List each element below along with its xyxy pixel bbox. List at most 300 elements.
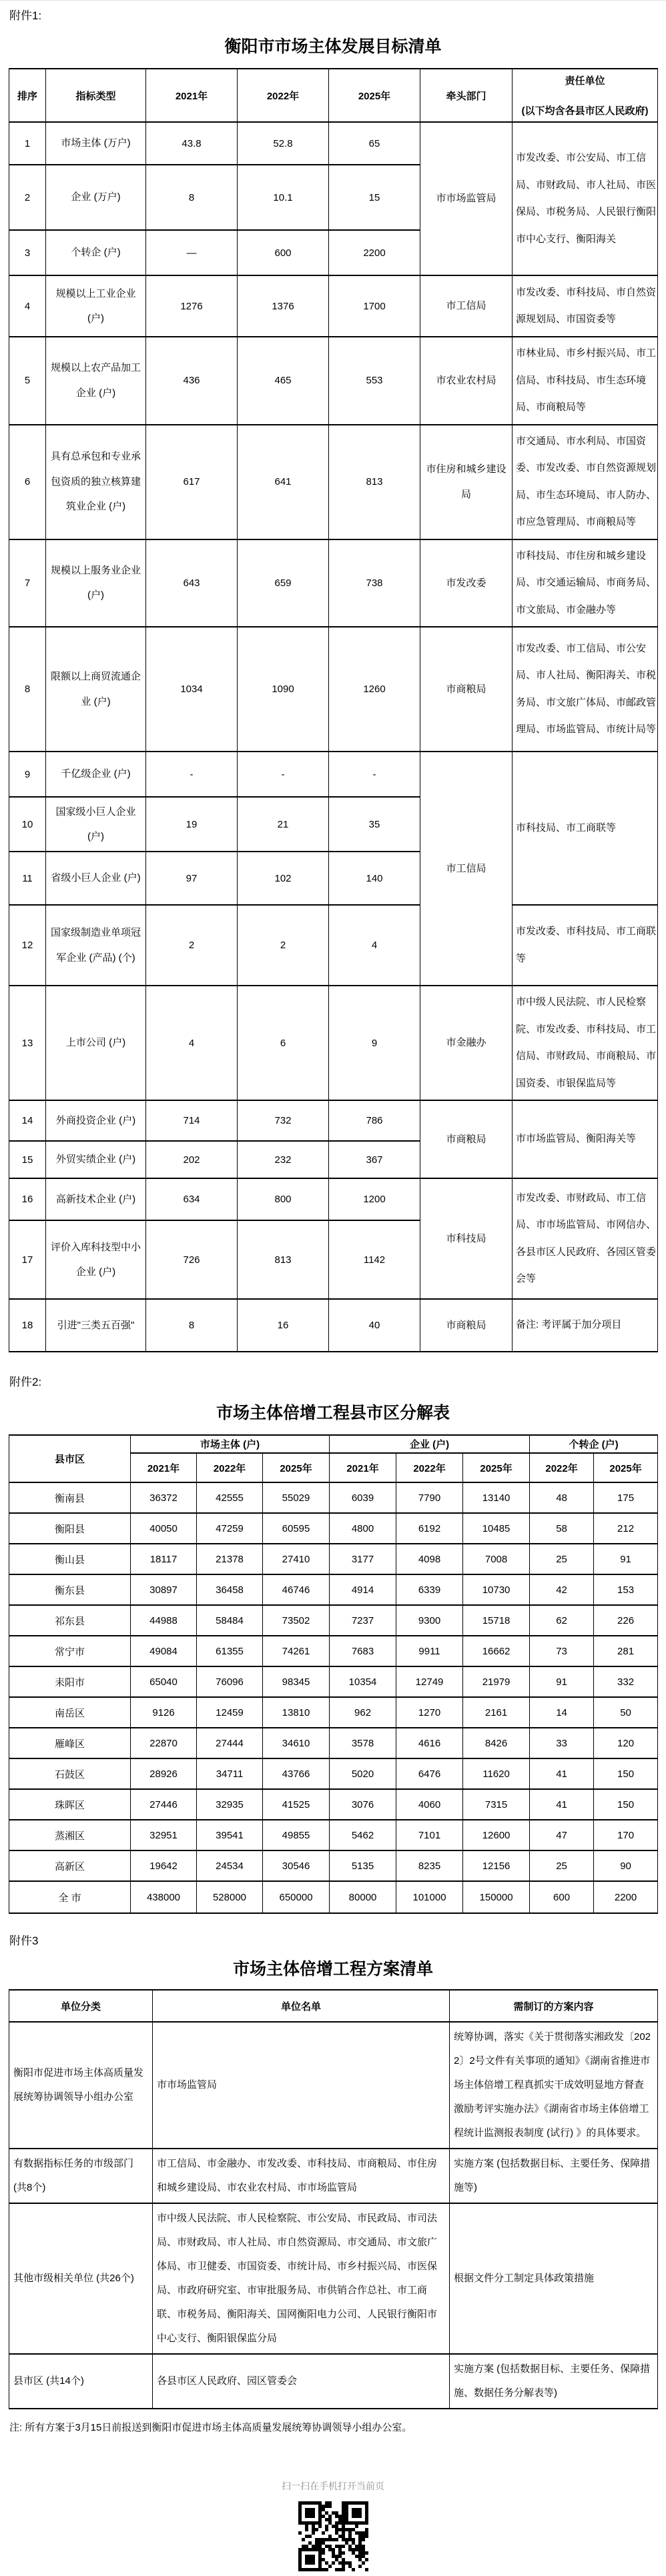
order-cell: 6 [9, 425, 46, 539]
header-unit-category: 单位分类 [9, 1990, 153, 2022]
table3-title: 市场主体倍增工程方案清单 [232, 1960, 433, 1979]
value-cell: 73502 [263, 1605, 330, 1636]
indicator-cell: 具有总承包和专业承包资质的独立核算建筑业企业 (户) [46, 425, 146, 539]
value-2022-cell: 800 [238, 1178, 329, 1220]
value-cell: 10485 [463, 1513, 530, 1544]
value-cell: 962 [330, 1697, 396, 1728]
value-2022-cell: 1090 [238, 627, 329, 752]
table1-row [9, 275, 658, 337]
table3-header-row [9, 1990, 658, 2022]
value-cell: 150 [594, 1758, 658, 1789]
value-cell: 8235 [396, 1850, 463, 1881]
value-cell: 7008 [463, 1544, 530, 1574]
value-2025-cell: 65 [329, 122, 420, 165]
value-cell: 2200 [594, 1881, 658, 1913]
header-year: 2022年 [530, 1453, 594, 1482]
value-cell: 170 [594, 1820, 658, 1850]
resp-unit-cell: 市科技局、市住房和城乡建设局、市交通运输局、市商务局、市文旅局、市金融办等 [513, 539, 658, 627]
attachment1-label: 附件1: [9, 9, 42, 22]
table1-row [9, 425, 658, 539]
order-cell: 16 [9, 1178, 46, 1220]
region-cell: 衡阳县 [9, 1513, 131, 1544]
order-cell: 1 [9, 122, 46, 165]
header-2025: 2025年 [329, 69, 420, 122]
region-cell: 全 市 [9, 1881, 131, 1913]
value-2025-cell: 1700 [329, 275, 420, 337]
table3-row [9, 2354, 658, 2409]
order-cell: 2 [9, 165, 46, 230]
value-2021-cell: 714 [146, 1100, 238, 1141]
resp-unit-cell: 市林业局、市乡村振兴局、市工信局、市科技局、市生态环境局、市商粮局等 [513, 337, 658, 425]
value-cell: 9126 [131, 1697, 197, 1728]
resp-unit-cell: 市发改委、市财政局、市工信局、市市场监管局、市网信办、各县市区人民政府、各园区管委会等 [513, 1178, 658, 1299]
value-cell: 4098 [396, 1544, 463, 1574]
value-cell: 7683 [330, 1636, 396, 1666]
table3-row [9, 2203, 658, 2354]
value-2021-cell: 1034 [146, 627, 238, 752]
value-cell: 36372 [131, 1482, 197, 1513]
value-cell: 28926 [131, 1758, 197, 1789]
resp-unit-cell: 市发改委、市公安局、市工信局、市财政局、市人社局、市医保局、市税务局、人民银行衡阳市中心支行、衡阳海关 [513, 122, 658, 275]
value-2025-cell: 786 [329, 1100, 420, 1141]
value-cell: 4914 [330, 1574, 396, 1605]
lead-dept-cell: 市科技局 [420, 1178, 513, 1299]
value-cell: 12459 [197, 1697, 263, 1728]
table2-row [9, 1666, 658, 1697]
value-2022-cell: 232 [238, 1141, 329, 1178]
lead-dept-cell: 市发改委 [420, 539, 513, 627]
value-cell: 3177 [330, 1544, 396, 1574]
category-cell: 县市区 (共14个) [9, 2354, 153, 2409]
value-2022-cell: 813 [238, 1220, 329, 1299]
units-cell: 市市场监管局 [153, 2022, 450, 2149]
plan-cell: 实施方案 (包括数据目标、主要任务、保障措施等) [450, 2149, 658, 2203]
resp-unit-cell: 市中级人民法院、市人民检察院、市发改委、市科技局、市工信局、市财政局、市商粮局、市国资委、市银保监局等 [513, 986, 658, 1100]
value-2025-cell: - [329, 752, 420, 797]
value-cell: 8426 [463, 1728, 530, 1758]
value-cell: 47259 [197, 1513, 263, 1544]
value-cell: 80000 [330, 1881, 396, 1913]
value-cell: 4616 [396, 1728, 463, 1758]
value-cell: 13140 [463, 1482, 530, 1513]
header-resp-unit [513, 69, 658, 122]
value-2022-cell: 52.8 [238, 122, 329, 165]
table1-row [9, 122, 658, 165]
lead-dept-cell: 市工信局 [420, 275, 513, 337]
value-cell: 2161 [463, 1697, 530, 1728]
value-cell: 6039 [330, 1482, 396, 1513]
table1-row [9, 986, 658, 1100]
value-cell: 30897 [131, 1574, 197, 1605]
header-plan-content: 需制订的方案内容 [450, 1990, 658, 2022]
table1-header-row [9, 69, 658, 122]
value-cell: 32935 [197, 1789, 263, 1820]
value-cell: 10354 [330, 1666, 396, 1697]
value-cell: 55029 [263, 1482, 330, 1513]
resp-unit-cell: 市市场监管局、衡阳海关等 [513, 1100, 658, 1178]
indicator-cell: 规模以上服务业企业 (户) [46, 539, 146, 627]
value-cell: 12600 [463, 1820, 530, 1850]
order-cell: 3 [9, 230, 46, 275]
value-cell: 27410 [263, 1544, 330, 1574]
value-cell: 7237 [330, 1605, 396, 1636]
value-2025-cell: 1142 [329, 1220, 420, 1299]
value-cell: 212 [594, 1513, 658, 1544]
category-cell: 有数据指标任务的市级部门 (共8个) [9, 2149, 153, 2203]
indicator-cell: 上市公司 (户) [46, 986, 146, 1100]
value-cell: 36458 [197, 1574, 263, 1605]
value-cell: 22870 [131, 1728, 197, 1758]
value-2025-cell: 1200 [329, 1178, 420, 1220]
indicator-cell: 引进"三类五百强" [46, 1299, 146, 1352]
value-cell: 41 [530, 1789, 594, 1820]
value-cell: 150 [594, 1789, 658, 1820]
plan-cell: 根据文件分工制定具体政策措施 [450, 2203, 658, 2354]
table1-row [9, 1100, 658, 1141]
value-cell: 5135 [330, 1850, 396, 1881]
header-2022: 2022年 [238, 69, 329, 122]
value-cell: 50 [594, 1697, 658, 1728]
value-cell: 27446 [131, 1789, 197, 1820]
value-cell: 175 [594, 1482, 658, 1513]
value-2021-cell: 643 [146, 539, 238, 627]
attachment2-label: 附件2: [9, 1376, 42, 1388]
indicator-cell: 国家级小巨人企业 (户) [46, 797, 146, 852]
value-cell: 46746 [263, 1574, 330, 1605]
value-cell: 528000 [197, 1881, 263, 1913]
table1-row [9, 1178, 658, 1220]
value-2022-cell: 6 [238, 986, 329, 1100]
table2-group-header-row [9, 1435, 658, 1453]
order-cell: 4 [9, 275, 46, 337]
region-cell: 南岳区 [9, 1697, 131, 1728]
table1-row [9, 1299, 658, 1352]
region-cell: 高新区 [9, 1850, 131, 1881]
order-cell: 13 [9, 986, 46, 1100]
value-2025-cell: 2200 [329, 230, 420, 275]
value-cell: 10730 [463, 1574, 530, 1605]
value-cell: 34711 [197, 1758, 263, 1789]
category-cell: 其他市级相关单位 (共26个) [9, 2203, 153, 2354]
value-2022-cell: 102 [238, 852, 329, 905]
resp-unit-cell: 市发改委、市科技局、市自然资源规划局、市国资委等 [513, 275, 658, 337]
lead-dept-cell: 市商粮局 [420, 627, 513, 752]
header-region: 县市区 [9, 1435, 131, 1482]
region-cell: 石鼓区 [9, 1758, 131, 1789]
value-2025-cell: 1260 [329, 627, 420, 752]
value-cell: 6476 [396, 1758, 463, 1789]
value-cell: 281 [594, 1636, 658, 1666]
value-cell: 41 [530, 1758, 594, 1789]
value-cell: 438000 [131, 1881, 197, 1913]
resp-unit-cell: 市发改委、市工信局、市公安局、市人社局、衡阳海关、市税务局、市文旅广体局、市邮政管理局、市场监管局、市统计局等 [513, 627, 658, 752]
value-cell: 600 [530, 1881, 594, 1913]
value-2022-cell: 465 [238, 337, 329, 425]
value-cell: 4060 [396, 1789, 463, 1820]
value-cell: 7790 [396, 1482, 463, 1513]
value-cell: 9911 [396, 1636, 463, 1666]
region-cell: 常宁市 [9, 1636, 131, 1666]
value-2025-cell: 813 [329, 425, 420, 539]
category-cell: 衡阳市促进市场主体高质量发展统筹协调领导小组办公室 [9, 2022, 153, 2149]
header-year: 2025年 [263, 1453, 330, 1482]
plan-cell: 统筹协调，落实《关于贯彻落实湘政发〔2022〕2号文件有关事项的通知》《湖南省推进市场主体倍增工程真抓实干成效明显地方督查激励考评实施办法》《湖南省市场主体倍增工程统计监测报表制度 (试行) 》的具体要求。 [450, 2022, 658, 2149]
indicator-cell: 市场主体 (万户) [46, 122, 146, 165]
value-2022-cell: 1376 [238, 275, 329, 337]
value-2021-cell: 8 [146, 1299, 238, 1352]
indicator-cell: 规模以上工业企业 (户) [46, 275, 146, 337]
table3-row [9, 2149, 658, 2203]
lead-dept-cell: 市农业农村局 [420, 337, 513, 425]
value-cell: 39541 [197, 1820, 263, 1850]
value-2022-cell: 600 [238, 230, 329, 275]
order-cell: 15 [9, 1141, 46, 1178]
value-cell: 6339 [396, 1574, 463, 1605]
indicator-cell: 千亿级企业 (户) [46, 752, 146, 797]
header-lead-dept: 牵头部门 [420, 69, 513, 122]
units-cell: 各县市区人民政府、园区管委会 [153, 2354, 450, 2409]
value-2022-cell: 641 [238, 425, 329, 539]
value-cell: 12749 [396, 1666, 463, 1697]
value-cell: 21979 [463, 1666, 530, 1697]
value-2022-cell: - [238, 752, 329, 797]
value-cell: 25 [530, 1850, 594, 1881]
value-cell: 4800 [330, 1513, 396, 1544]
order-cell: 12 [9, 905, 46, 986]
value-cell: 9300 [396, 1605, 463, 1636]
value-cell: 332 [594, 1666, 658, 1697]
value-2025-cell: 9 [329, 986, 420, 1100]
order-cell: 5 [9, 337, 46, 425]
header-group-market-entities: 市场主体 (户) [131, 1435, 330, 1453]
plan-cell: 实施方案 (包括数据目标、主要任务、保障措施、数据任务分解表等) [450, 2354, 658, 2409]
value-cell: 153 [594, 1574, 658, 1605]
footnote: 注: 所有方案于3月15日前报送到衡阳市促进市场主体高质量发展统筹协调领导小组办公室。 [9, 2422, 412, 2433]
value-2021-cell: 2 [146, 905, 238, 986]
value-cell: 6192 [396, 1513, 463, 1544]
resp-unit-cell: 市发改委、市科技局、市工商联等 [513, 905, 658, 986]
indicator-cell: 高新技术企业 (户) [46, 1178, 146, 1220]
value-cell: 7315 [463, 1789, 530, 1820]
lead-dept-cell: 市工信局 [420, 752, 513, 986]
value-2021-cell: 726 [146, 1220, 238, 1299]
value-cell: 33 [530, 1728, 594, 1758]
table2-row [9, 1636, 658, 1666]
order-cell: 18 [9, 1299, 46, 1352]
value-cell: 74261 [263, 1636, 330, 1666]
value-cell: 27444 [197, 1728, 263, 1758]
resp-unit-cell: 备注: 考评属于加分项目 [513, 1299, 658, 1352]
value-cell: 58484 [197, 1605, 263, 1636]
development-target-table [9, 68, 658, 1352]
value-cell: 150000 [463, 1881, 530, 1913]
order-cell: 9 [9, 752, 46, 797]
table2-row [9, 1513, 658, 1544]
region-cell: 衡山县 [9, 1544, 131, 1574]
order-cell: 7 [9, 539, 46, 627]
header-order: 排序 [9, 69, 46, 122]
value-2025-cell: 15 [329, 165, 420, 230]
lead-dept-cell: 市市场监管局 [420, 122, 513, 275]
value-cell: 32951 [131, 1820, 197, 1850]
value-2022-cell: 2 [238, 905, 329, 986]
value-cell: 15718 [463, 1605, 530, 1636]
indicator-cell: 限额以上商贸流通企业 (户) [46, 627, 146, 752]
table2-row [9, 1789, 658, 1820]
indicator-cell: 省级小巨人企业 (户) [46, 852, 146, 905]
qr-code [0, 2499, 666, 2576]
resp-header-line1: 责任单位 [565, 75, 605, 87]
lead-dept-cell: 市商粮局 [420, 1299, 513, 1352]
value-cell: 24534 [197, 1850, 263, 1881]
value-cell: 21378 [197, 1544, 263, 1574]
value-2021-cell: 19 [146, 797, 238, 852]
resp-unit-cell: 市科技局、市工商联等 [513, 752, 658, 905]
value-cell: 34610 [263, 1728, 330, 1758]
value-2021-cell: - [146, 752, 238, 797]
value-cell: 18117 [131, 1544, 197, 1574]
value-2025-cell: 4 [329, 905, 420, 986]
value-cell: 5020 [330, 1758, 396, 1789]
value-cell: 226 [594, 1605, 658, 1636]
value-cell: 41525 [263, 1789, 330, 1820]
region-cell: 衡南县 [9, 1482, 131, 1513]
header-group-enterprises: 企业 (户) [330, 1435, 530, 1453]
table1-title: 衡阳市市场主体发展目标清单 [224, 37, 442, 56]
header-group-converted: 个转企 (户) [530, 1435, 658, 1453]
order-cell: 11 [9, 852, 46, 905]
value-cell: 91 [530, 1666, 594, 1697]
value-cell: 49855 [263, 1820, 330, 1850]
table1-row [9, 627, 658, 752]
table1-row [9, 337, 658, 425]
value-2021-cell: 8 [146, 165, 238, 230]
value-2021-cell: 202 [146, 1141, 238, 1178]
value-2022-cell: 10.1 [238, 165, 329, 230]
region-cell: 衡东县 [9, 1574, 131, 1605]
value-cell: 120 [594, 1728, 658, 1758]
indicator-cell: 国家级制造业单项冠军企业 (产品) (个) [46, 905, 146, 986]
table2-row [9, 1482, 658, 1513]
header-2021: 2021年 [146, 69, 238, 122]
value-2025-cell: 140 [329, 852, 420, 905]
value-2021-cell: 4 [146, 986, 238, 1100]
value-cell: 19642 [131, 1850, 197, 1881]
value-cell: 5462 [330, 1820, 396, 1850]
table1-row [9, 752, 658, 797]
table2-row [9, 1728, 658, 1758]
value-2021-cell: 617 [146, 425, 238, 539]
indicator-cell: 外商投资企业 (户) [46, 1100, 146, 1141]
value-2021-cell: 436 [146, 337, 238, 425]
value-cell: 61355 [197, 1636, 263, 1666]
indicator-cell: 规模以上农产品加工企业 (户) [46, 337, 146, 425]
header-indicator: 指标类型 [46, 69, 146, 122]
units-cell: 市工信局、市金融办、市发改委、市科技局、市商粮局、市住房和城乡建设局、市农业农村局、市市场监管局 [153, 2149, 450, 2203]
indicator-cell: 个转企 (户) [46, 230, 146, 275]
value-2022-cell: 732 [238, 1100, 329, 1141]
table2-row [9, 1697, 658, 1728]
table2-title: 市场主体倍增工程县市区分解表 [216, 1404, 450, 1422]
table2-total-row [9, 1881, 658, 1913]
county-breakdown-table [9, 1434, 658, 1914]
lead-dept-cell: 市住房和城乡建设局 [420, 425, 513, 539]
header-year: 2025年 [463, 1453, 530, 1482]
value-cell: 40050 [131, 1513, 197, 1544]
resp-unit-cell: 市交通局、市水利局、市国资委、市发改委、市自然资源规划局、市生态环境局、市人防办、市应急管理局、市商粮局等 [513, 425, 658, 539]
table2-row [9, 1574, 658, 1605]
indicator-cell: 评价入库科技型中小企业 (户) [46, 1220, 146, 1299]
value-2021-cell: — [146, 230, 238, 275]
value-cell: 650000 [263, 1881, 330, 1913]
value-2025-cell: 738 [329, 539, 420, 627]
value-cell: 13810 [263, 1697, 330, 1728]
lead-dept-cell: 市金融办 [420, 986, 513, 1100]
table3-row [9, 2022, 658, 2149]
region-cell: 蒸湘区 [9, 1820, 131, 1850]
indicator-cell: 外贸实绩企业 (户) [46, 1141, 146, 1178]
value-2025-cell: 35 [329, 797, 420, 852]
value-cell: 44988 [131, 1605, 197, 1636]
value-cell: 12156 [463, 1850, 530, 1881]
header-year: 2022年 [197, 1453, 263, 1482]
header-year: 2025年 [594, 1453, 658, 1482]
header-year: 2022年 [396, 1453, 463, 1482]
table2-row [9, 1605, 658, 1636]
indicator-cell: 企业 (万户) [46, 165, 146, 230]
value-cell: 25 [530, 1544, 594, 1574]
attachment3-label: 附件3 [9, 1935, 39, 1947]
region-cell: 雁峰区 [9, 1728, 131, 1758]
value-cell: 3578 [330, 1728, 396, 1758]
value-cell: 48 [530, 1482, 594, 1513]
value-2025-cell: 367 [329, 1141, 420, 1178]
value-cell: 91 [594, 1544, 658, 1574]
value-2021-cell: 43.8 [146, 122, 238, 165]
value-cell: 101000 [396, 1881, 463, 1913]
value-cell: 1270 [396, 1697, 463, 1728]
value-2021-cell: 97 [146, 852, 238, 905]
value-cell: 30546 [263, 1850, 330, 1881]
value-cell: 42 [530, 1574, 594, 1605]
value-cell: 90 [594, 1850, 658, 1881]
order-cell: 17 [9, 1220, 46, 1299]
value-cell: 7101 [396, 1820, 463, 1850]
value-cell: 43766 [263, 1758, 330, 1789]
value-2022-cell: 16 [238, 1299, 329, 1352]
region-cell: 祁东县 [9, 1605, 131, 1636]
resp-header-line2: (以下均含各县市区人民政府) [521, 105, 649, 117]
value-cell: 11620 [463, 1758, 530, 1789]
value-2025-cell: 40 [329, 1299, 420, 1352]
order-cell: 14 [9, 1100, 46, 1141]
region-cell: 珠晖区 [9, 1789, 131, 1820]
lead-dept-cell: 市商粮局 [420, 1100, 513, 1178]
table2-row [9, 1850, 658, 1881]
value-2025-cell: 553 [329, 337, 420, 425]
region-cell: 耒阳市 [9, 1666, 131, 1697]
plan-list-table [9, 1989, 658, 2409]
value-cell: 60595 [263, 1513, 330, 1544]
value-cell: 98345 [263, 1666, 330, 1697]
value-cell: 42555 [197, 1482, 263, 1513]
table2-row [9, 1544, 658, 1574]
value-2021-cell: 634 [146, 1178, 238, 1220]
table1-row [9, 905, 658, 986]
page-footer [0, 2479, 666, 2576]
order-cell: 10 [9, 797, 46, 852]
value-2021-cell: 1276 [146, 275, 238, 337]
